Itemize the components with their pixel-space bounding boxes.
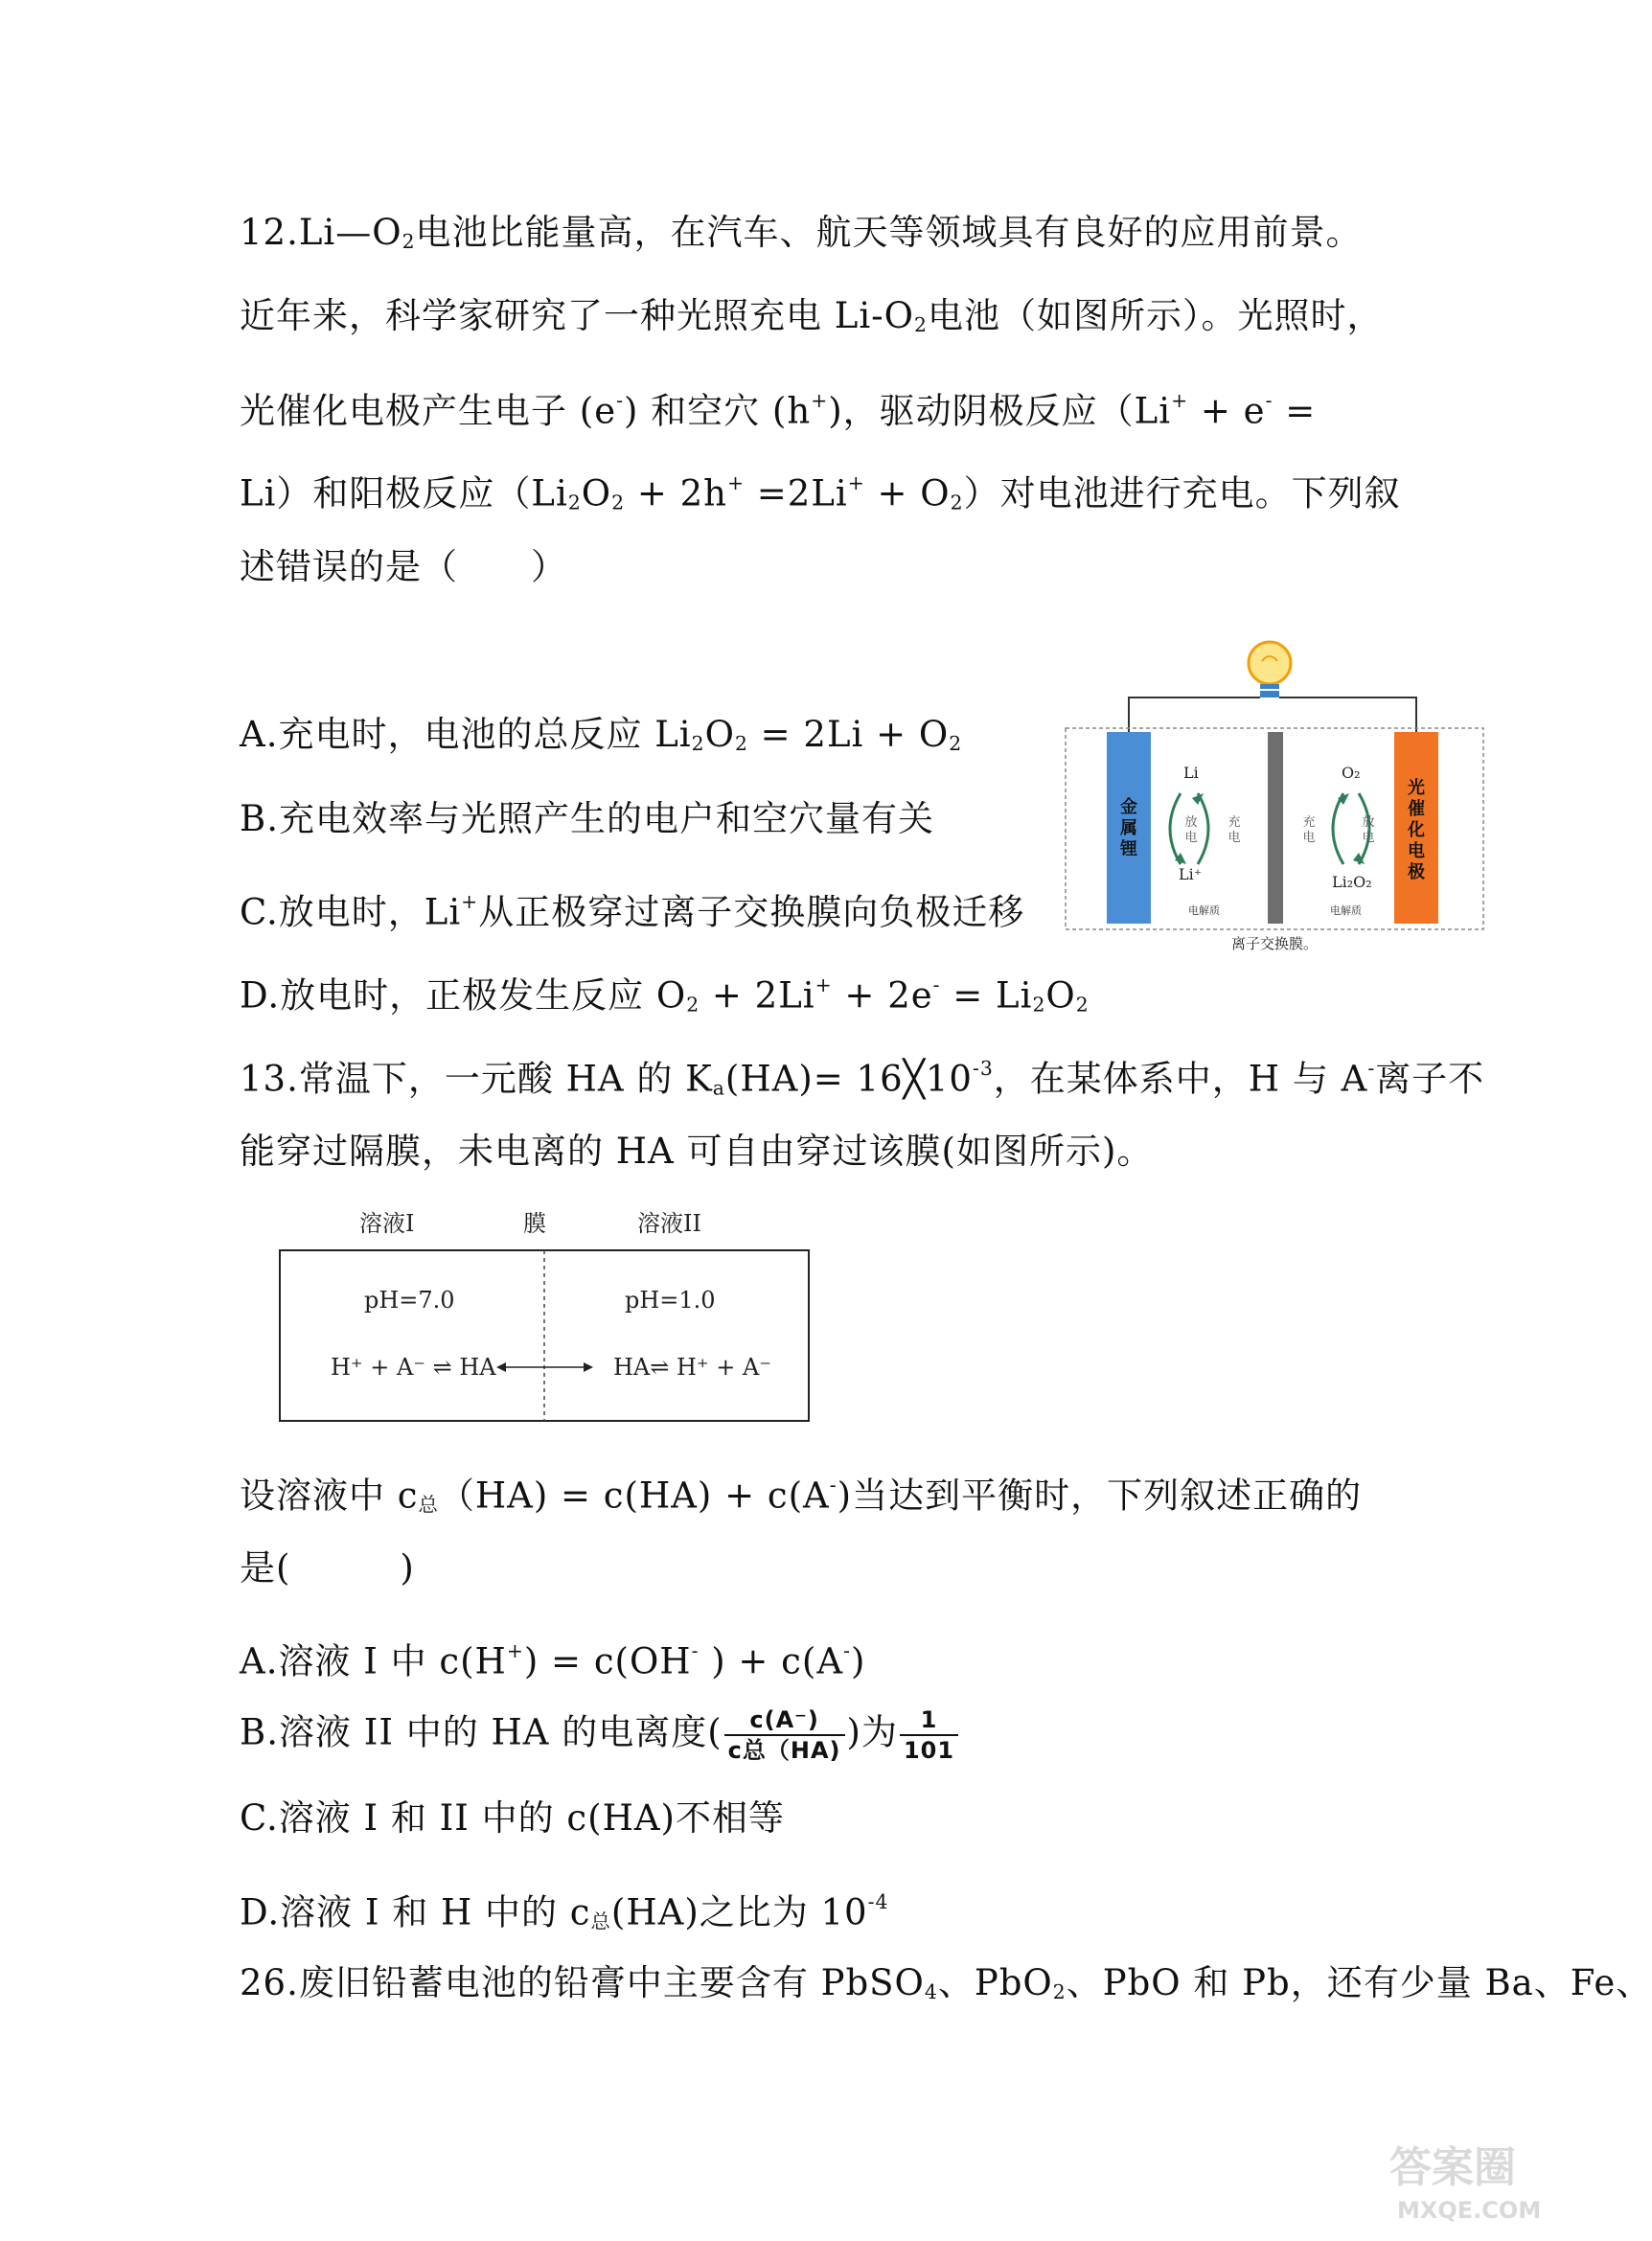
q12-line-4: Li）和阳极反应$(Li_2O_2 + 2h^+ =2Li^+ + O_2)$对电池进行充电。下列叙 bbox=[240, 471, 1401, 515]
left-discharge-label bbox=[1184, 815, 1197, 845]
photocatalytic-electrode-label-char: 光 bbox=[1408, 778, 1425, 798]
ratio-fraction: $\frac{1}{101}$ bbox=[900, 1705, 958, 1765]
q13-option-b: B.溶液 II 中的 HA 的电离度( $\frac{c(A^-)}{\text{c总（HA)}}$ )为 $\frac{1}{101}$ bbox=[240, 1705, 960, 1765]
photocatalytic-electrode-label bbox=[1407, 777, 1425, 882]
left-discharge-arrow bbox=[1170, 793, 1181, 864]
left-charge-label-char: 电 bbox=[1228, 831, 1241, 845]
membrane-diagram bbox=[278, 1202, 815, 1394]
q13-option-a: A.溶液 I 中 c(H+) = c(OH- ) + c(A-) bbox=[240, 1639, 866, 1682]
right-charge-label-char: 电 bbox=[1302, 831, 1316, 845]
li-ion-label: Li⁺ bbox=[1179, 865, 1203, 883]
ionization-fraction: $\frac{c(A^-)}{\text{c总（HA)}}$ bbox=[724, 1705, 845, 1765]
equilibrium-1: H⁺ + A⁻ ⇌ HA bbox=[331, 1354, 496, 1381]
ph-1: pH=7.0 bbox=[364, 1287, 455, 1314]
q12-option-d: D.放电时，正极发生反应 $O_2 + 2Li^+ + 2e^- = Li_2O_2$ bbox=[240, 973, 1090, 1017]
lithium-electrode-label-char: 属 bbox=[1120, 818, 1137, 838]
li-label: Li bbox=[1183, 764, 1199, 782]
li2o2-label: Li₂O₂ bbox=[1332, 873, 1372, 891]
wire-right bbox=[1279, 697, 1416, 736]
solution-2-label: 溶液II bbox=[637, 1210, 701, 1237]
right-charge-label bbox=[1302, 814, 1315, 845]
q12-line-2: 近年来，科学家研究了一种光照充电 $Li-O_2$电池（如图所示）。光照时， bbox=[240, 295, 1384, 337]
photocatalytic-electrode-label-char: 极 bbox=[1408, 862, 1425, 882]
lithium-electrode-label bbox=[1119, 796, 1137, 859]
q12-option-c: C.放电时，Li+从正极穿过离子交换膜向负极迁移 bbox=[240, 890, 1025, 933]
q13-line-1: 13.常温下，一元酸 HA 的 $K_a(HA)=$ $16╳10^{-3}$，在某体系中，H 与 A-离子不 bbox=[240, 1057, 1485, 1100]
ph-2: pH=1.0 bbox=[625, 1287, 716, 1314]
watermark-url: MXQE.COM bbox=[1397, 2197, 1542, 2224]
light-bulb-icon bbox=[1249, 642, 1291, 697]
membrane-label: 离子交换膜。 bbox=[1231, 935, 1319, 952]
q13-option-d: D.溶液 I 和 H 中的 $c_总(HA)$之比为 $10^{-4}$ bbox=[240, 1890, 889, 1933]
lithium-electrode-label-char: 锂 bbox=[1120, 839, 1137, 859]
q26-line-1: 26.废旧铅蓄电池的铅膏中主要含有 PbSO$_4$、PbO$_2$、PbO 和 Pb，还有少量 Ba、Fe、 bbox=[240, 1962, 1652, 2004]
q12-line-1: $12.Li—O_2$电池比能量高，在汽车、航天等领域具有良好的应用前景。 bbox=[240, 212, 1363, 254]
ion-exchange-membrane bbox=[1268, 732, 1283, 924]
transfer-arrow-left-head bbox=[496, 1362, 506, 1372]
left-discharge-label-char: 放 bbox=[1184, 815, 1198, 830]
membrane-title: 膜 bbox=[523, 1210, 546, 1237]
photocatalytic-electrode-label-char: 催 bbox=[1408, 799, 1425, 819]
left-charge-label-char: 充 bbox=[1228, 815, 1241, 830]
photocatalytic-electrode-label-char: 电 bbox=[1408, 841, 1425, 861]
equilibrium-2: HA⇌ H⁺ + A⁻ bbox=[613, 1354, 771, 1381]
watermark-text: 答案圈 bbox=[1389, 2143, 1516, 2192]
q13-option-c: C.溶液 I 和 II 中的 c(HA)不相等 bbox=[240, 1797, 785, 1839]
right-discharge-label-char: 放 bbox=[1362, 815, 1375, 830]
solution-1-label: 溶液I bbox=[359, 1210, 415, 1237]
q13-line-4: 是( ) bbox=[240, 1547, 415, 1589]
right-charge-label-char: 充 bbox=[1302, 815, 1316, 830]
left-discharge-label-char: 电 bbox=[1184, 831, 1198, 845]
right-discharge-label bbox=[1362, 815, 1374, 845]
q12-option-a: A.充电时，电池的总反应 $Li_2O_2 = 2Li + O_2$ bbox=[240, 714, 963, 756]
o2-label: O₂ bbox=[1342, 764, 1361, 782]
watermark-logo bbox=[1380, 2132, 1552, 2228]
electrolyte-right-label: 电解质 bbox=[1330, 904, 1362, 917]
lithium-electrode-label-char: 金 bbox=[1120, 797, 1137, 817]
q13-line-2: 能穿过隔膜，未电离的 HA 可自由穿过该膜(如图所示)。 bbox=[240, 1131, 1154, 1172]
left-charge-label bbox=[1228, 814, 1240, 845]
q12-line-5: 述错误的是（ ） bbox=[240, 546, 567, 587]
q12-line-3: 光催化电极产生电子 (e-) 和空穴 (h+)，驱动阴极反应（Li+ + e- = bbox=[240, 389, 1317, 432]
q12-option-b: B.充电效率与光照产生的电户和空穴量有关 bbox=[240, 798, 934, 839]
battery-diagram bbox=[1064, 623, 1485, 968]
photocatalytic-electrode-label-char: 化 bbox=[1408, 820, 1425, 840]
electrolyte-left-label: 电解质 bbox=[1188, 904, 1220, 917]
right-charge-arrow bbox=[1333, 793, 1343, 864]
left-charge-arrow bbox=[1198, 793, 1208, 864]
q13-line-3: 设溶液中 $c_总(HA) = c(HA) + c(A^-)$当达到平衡时，下列叙述正确的 bbox=[240, 1474, 1363, 1517]
right-discharge-label-char: 电 bbox=[1362, 831, 1375, 845]
wire-left bbox=[1129, 697, 1260, 736]
transfer-arrow-right-head bbox=[584, 1362, 593, 1372]
